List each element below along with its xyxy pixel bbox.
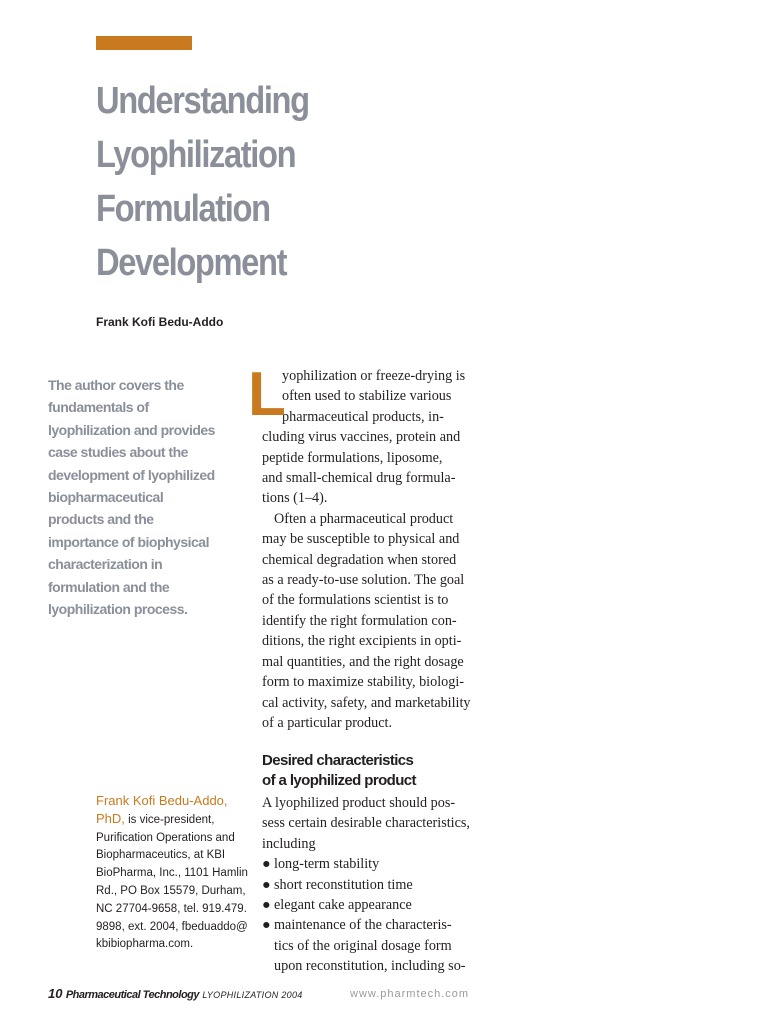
deck-line: case studies about the xyxy=(48,444,188,461)
text-line: of the formulations scientist is to xyxy=(262,592,449,609)
drop-cap: L xyxy=(248,360,286,429)
deck-line: lyophilization process. xyxy=(48,601,188,618)
text-line: yophilization or freeze-drying is xyxy=(282,368,466,384)
deck-line: products and the xyxy=(48,511,154,528)
text-line: identify the right formulation con- xyxy=(262,612,457,629)
deck-line: importance of biophysical xyxy=(48,533,209,550)
text-line: ditions, the right excipients in opti- xyxy=(262,633,462,650)
deck-line: formulation and the xyxy=(48,578,170,595)
bullet-text: maintenance of the characteris- xyxy=(274,917,452,934)
bio-name: Frank Kofi Bedu-Addo, xyxy=(96,793,228,808)
text-line: tions (1–4). xyxy=(262,490,328,507)
bio-line: Purification Operations and xyxy=(96,831,235,844)
paragraph-goal xyxy=(262,509,471,733)
bio-role: is vice-president, xyxy=(124,813,215,826)
title-line: Understanding xyxy=(96,80,309,122)
title-line: Development xyxy=(96,242,287,284)
page-number: 10 xyxy=(48,986,63,1001)
issue-label: LYOPHILIZATION 2004 xyxy=(202,990,303,1000)
text-line: pharmaceutical products, in- xyxy=(282,408,444,425)
title-line: Lyophilization xyxy=(96,134,296,176)
text-line: including xyxy=(262,835,316,852)
bullet-dot-icon: ● xyxy=(262,856,271,873)
deck-line: lyophilization and provides xyxy=(48,421,215,438)
bullet-dot-icon: ● xyxy=(262,876,271,893)
text-line: as a ready-to-use solution. The goal xyxy=(262,572,465,589)
text-line: cluding virus vaccines, protein and xyxy=(262,429,461,446)
bio-line: NC 27704-9658, tel. 919.479. xyxy=(96,902,247,915)
bullet-text: short reconstitution time xyxy=(274,876,413,893)
article-deck xyxy=(48,374,248,620)
website-link[interactable]: www.pharmtech.com xyxy=(350,988,470,1000)
text-line: chemical degradation when stored xyxy=(262,551,457,568)
bio-line: 9898, ext. 2004, fbeduaddo@ xyxy=(96,920,248,933)
paragraph-intro xyxy=(248,360,466,509)
text-line: and small-chemical drug formula- xyxy=(262,470,456,487)
deck-line: biopharmaceutical xyxy=(48,489,164,506)
bullet-item xyxy=(262,915,462,935)
text-line: sess certain desirable characteristics, xyxy=(262,815,470,832)
bullet-item xyxy=(262,854,462,874)
text-line: cal activity, safety, and marketability xyxy=(262,694,471,711)
body-column xyxy=(248,360,471,733)
article-title xyxy=(96,74,337,290)
page-footer xyxy=(48,986,303,1001)
subhead-line: Desired characteristics xyxy=(262,752,414,769)
bullet-item xyxy=(262,895,462,915)
title-line: Formulation xyxy=(96,188,270,230)
author-byline: Frank Kofi Bedu-Addo xyxy=(96,315,224,329)
text-line: often used to stabilize various xyxy=(282,388,452,405)
bullet-text-continued: tics of the original dosage form xyxy=(274,937,452,954)
deck-line: The author covers the xyxy=(48,377,184,393)
bio-line: Biopharmaceutics, at KBI xyxy=(96,849,226,862)
bullet-dot-icon: ● xyxy=(262,917,271,934)
bullet-dot-icon: ● xyxy=(262,897,271,914)
text-line: peptide formulations, liposome, xyxy=(262,449,443,466)
bio-degree: PhD, xyxy=(96,810,125,826)
text-line: of a particular product. xyxy=(262,714,392,731)
deck-line: fundamentals of xyxy=(48,399,149,416)
bio-line: Rd., PO Box 15579, Durham, xyxy=(96,884,246,897)
characteristics-section xyxy=(262,793,470,977)
accent-bar xyxy=(96,36,192,50)
bio-line: BioPharma, Inc., 1101 Hamlin xyxy=(96,867,248,880)
section-subhead xyxy=(262,751,462,791)
text-line: mal quantities, and the right dosage xyxy=(262,653,464,670)
bullet-text-continued: upon reconstitution, including so- xyxy=(274,958,466,975)
subhead-line: of a lyophilized product xyxy=(262,772,416,789)
author-bio xyxy=(96,792,256,954)
magazine-name: Pharmaceutical Technology xyxy=(65,989,200,1001)
text-line: A lyophilized product should pos- xyxy=(262,795,456,811)
bullet-text: long-term stability xyxy=(274,856,380,873)
text-line: may be susceptible to physical and xyxy=(262,531,460,548)
text-line: Often a pharmaceutical product xyxy=(274,510,454,527)
deck-line: development of lyophilized xyxy=(48,466,215,483)
bullet-text: elegant cake appearance xyxy=(274,897,412,914)
text-line: form to maximize stability, biologi- xyxy=(262,674,465,691)
bio-line: kbibiopharma.com. xyxy=(96,938,194,951)
deck-line: characterization in xyxy=(48,556,163,573)
bullet-item xyxy=(262,875,462,895)
